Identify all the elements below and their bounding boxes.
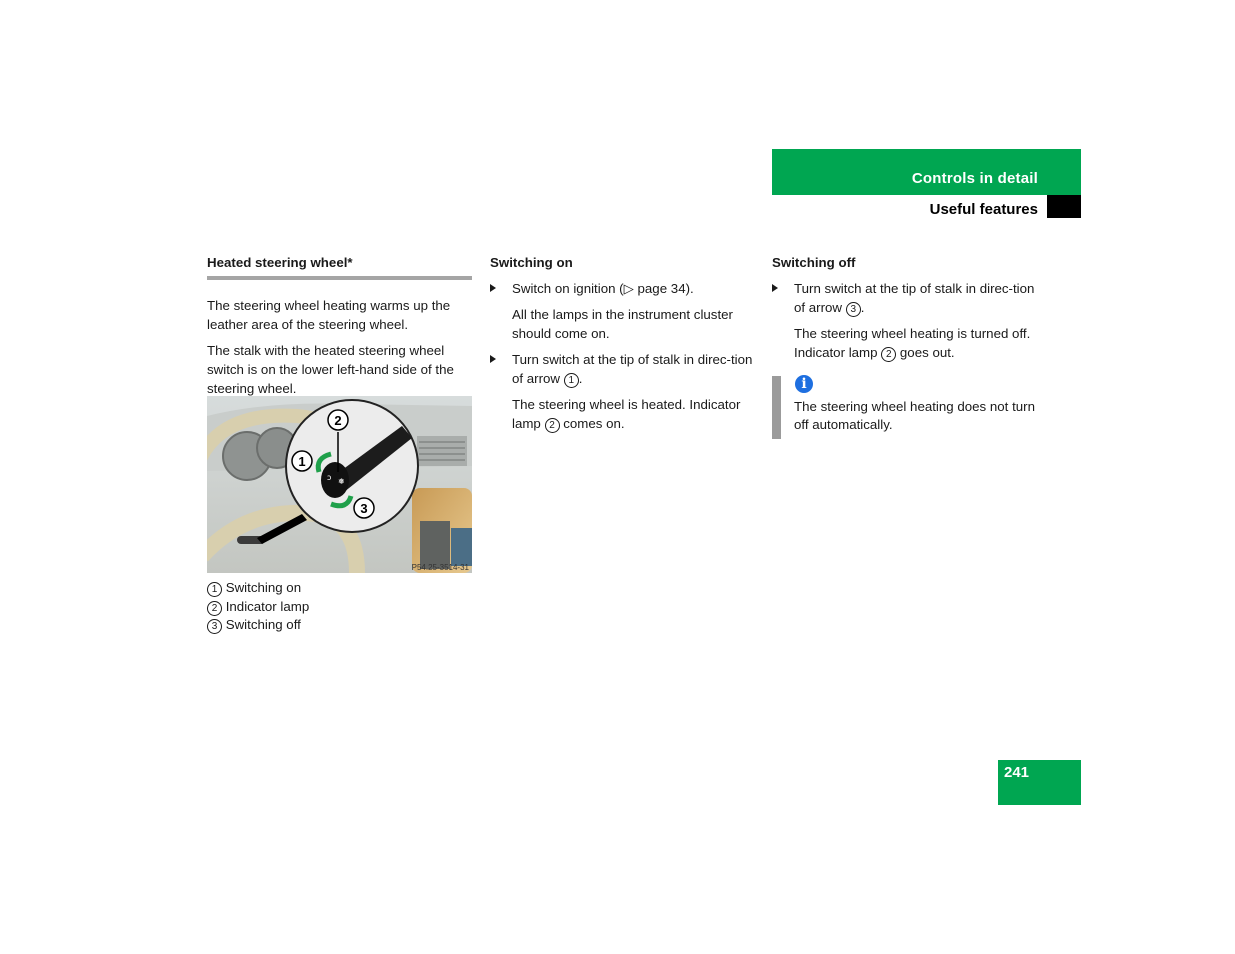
info-text: The steering wheel heating does not turn off automatically. [794,399,1035,432]
heading-heated-steering-wheel: Heated steering wheel* [207,253,472,280]
info-sidebar [772,376,781,439]
page-number: 241 [1004,764,1030,781]
caption-item: 1 Switching on [207,579,309,598]
caption-item: 2 Indicator lamp [207,598,309,617]
info-icon: i [795,375,813,393]
note-turned-off: The steering wheel heating is turned off. Indicator lamp 2 goes out. [794,326,1031,360]
callout-2: 2 [334,413,342,428]
callout-1: 1 [298,454,306,469]
callout-3: 3 [360,501,368,516]
header-tab-marker [1047,195,1081,218]
svg-text:❅: ❅ [338,477,345,486]
heading-switching-on: Switching on [490,255,573,270]
heading-switching-off: Switching off [772,255,856,270]
note-lamps: All the lamps in the instrument cluster should come on. [512,307,733,341]
column-switching-on [490,253,755,440]
column-heated-steering-wheel [207,253,472,405]
stalk-location-paragraph: The stalk with the heated steering wheel switch is on the lower left-hand side of the steering wheel. [207,343,454,396]
step-turn-switch-on: Turn switch at the tip of stalk in direc-tion of arrow 1 . [490,350,755,388]
caption-item: 3 Switching off [207,616,309,635]
figure-captions [207,579,309,635]
column-switching-off [772,253,1042,369]
stalk-illustration [207,396,472,573]
step-turn-switch-off: Turn switch at the tip of stalk in direc-tion of arrow 3 . [772,279,1042,317]
figure-code: P54.25-3514-31 [411,563,469,572]
section-title: Controls in detail [911,170,1038,187]
subsection-title: Useful features [929,201,1038,218]
step-switch-on-ignition: Switch on ignition (▷ page 34). [490,279,755,298]
svg-text:ↄ: ↄ [327,473,332,482]
intro-paragraph: The steering wheel heating warms up the leather area of the steering wheel. [207,298,451,332]
note-heated: The steering wheel is heated. Indicator lamp 2 comes on. [512,397,741,431]
